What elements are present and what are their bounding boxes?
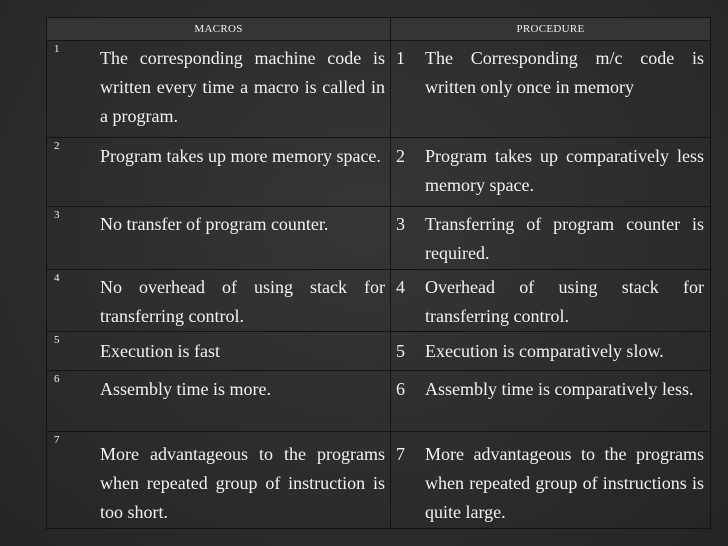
header-procedure: PROCEDURE xyxy=(391,18,711,41)
macros-text: No transfer of program counter. xyxy=(100,214,329,234)
table-row xyxy=(47,207,711,270)
procedure-cell xyxy=(391,138,711,207)
header-macros: MACROS xyxy=(47,18,391,41)
row-number-left: 7 xyxy=(54,434,60,446)
procedure-text: Program takes up comparatively less memory space. xyxy=(425,146,704,195)
procedure-text: Execution is comparatively slow. xyxy=(425,341,664,361)
macros-cell xyxy=(47,371,391,432)
macros-cell xyxy=(47,207,391,270)
comparison-table xyxy=(46,17,711,529)
row-number-right: 7 xyxy=(396,444,405,464)
table-row xyxy=(47,371,711,432)
procedure-cell xyxy=(391,270,711,332)
macros-text: Execution is fast xyxy=(100,341,220,361)
procedure-cell xyxy=(391,41,711,138)
row-number-right: 4 xyxy=(396,277,405,297)
procedure-text: Transferring of program counter is required. xyxy=(425,214,704,263)
table-row xyxy=(47,332,711,371)
procedure-cell xyxy=(391,371,711,432)
header-row xyxy=(47,18,711,41)
table-row xyxy=(47,270,711,332)
procedure-cell xyxy=(391,332,711,371)
procedure-text: Overhead of using stack for transferring control. xyxy=(425,277,704,326)
macros-text: Assembly time is more. xyxy=(100,379,271,399)
row-number-left: 5 xyxy=(54,334,60,346)
row-number-right: 5 xyxy=(396,341,405,361)
row-number-right: 3 xyxy=(396,214,405,234)
macros-cell xyxy=(47,332,391,371)
row-number-left: 1 xyxy=(54,43,60,55)
macros-text: Program takes up more memory space. xyxy=(100,146,381,166)
row-number-right: 1 xyxy=(396,48,405,68)
row-number-right: 2 xyxy=(396,146,405,166)
row-number-right: 6 xyxy=(396,379,405,399)
macros-text: No overhead of using stack for transferring control. xyxy=(100,277,385,326)
procedure-cell xyxy=(391,432,711,529)
procedure-text: Assembly time is comparatively less. xyxy=(425,379,694,399)
row-number-left: 3 xyxy=(54,209,60,221)
macros-text: The corresponding machine code is written every time a macro is called in a program. xyxy=(100,48,385,126)
macros-text: More advantageous to the programs when repeated group of instruction is too short. xyxy=(100,444,385,522)
procedure-cell xyxy=(391,207,711,270)
table-row xyxy=(47,41,711,138)
row-number-left: 4 xyxy=(54,272,60,284)
macros-cell xyxy=(47,270,391,332)
procedure-text: More advantageous to the programs when repeated group of instructions is quite large. xyxy=(425,444,704,522)
row-number-left: 2 xyxy=(54,140,60,152)
row-number-left: 6 xyxy=(54,373,60,385)
macros-cell xyxy=(47,41,391,138)
macros-cell xyxy=(47,138,391,207)
table-row xyxy=(47,432,711,529)
table-row xyxy=(47,138,711,207)
macros-cell xyxy=(47,432,391,529)
procedure-text: The Corresponding m/c code is written only once in memory xyxy=(425,48,704,97)
